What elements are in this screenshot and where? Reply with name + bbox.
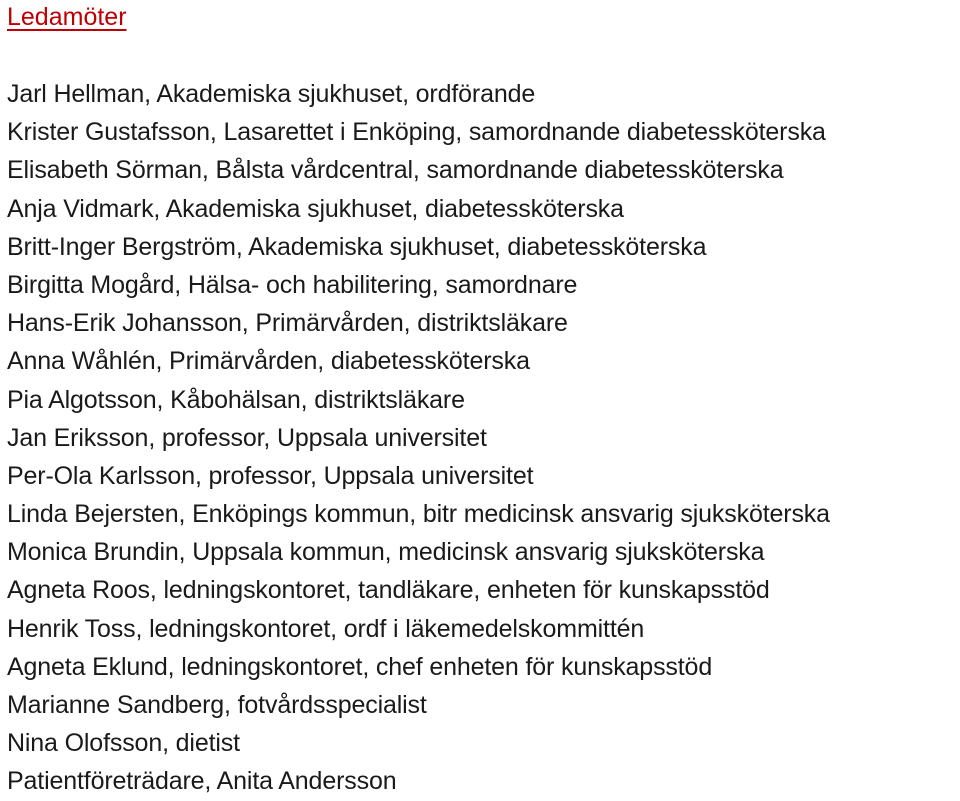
member-item: Per-Ola Karlsson, professor, Uppsala universitet bbox=[7, 461, 534, 490]
member-item: Hans-Erik Johansson, Primärvården, distriktsläkare bbox=[7, 309, 568, 338]
member-item: Henrik Toss, ledningskontoret, ordf i läkemedelskommittén bbox=[7, 614, 645, 643]
member-item: Patientföreträdare, Anita Andersson bbox=[7, 767, 397, 796]
member-item: Agneta Roos, ledningskontoret, tandläkare, enheten för kunskapsstöd bbox=[7, 576, 770, 605]
member-item: Marianne Sandberg, fotvårdsspecialist bbox=[7, 691, 427, 719]
member-item: Britt-Inger Bergström, Akademiska sjukhuset, diabetessköterska bbox=[7, 232, 707, 261]
member-item: Pia Algotsson, Kåbohälsan, distriktsläkare bbox=[7, 385, 465, 414]
page-heading: Ledamöter bbox=[7, 3, 127, 31]
member-item: Anja Vidmark, Akademiska sjukhuset, diabetessköterska bbox=[7, 194, 624, 223]
member-item: Elisabeth Sörman, Bålsta vårdcentral, samordnande diabetessköterska bbox=[7, 156, 784, 185]
member-item: Jarl Hellman, Akademiska sjukhuset, ordförande bbox=[7, 80, 536, 108]
member-item: Anna Wåhlén, Primärvården, diabetessköterska bbox=[7, 347, 530, 376]
member-item: Birgitta Mogård, Hälsa- och habilitering, samordnare bbox=[7, 270, 578, 299]
member-item: Agneta Eklund, ledningskontoret, chef enheten för kunskapsstöd bbox=[7, 652, 713, 681]
member-item: Monica Brundin, Uppsala kommun, medicinsk ansvarig sjuksköterska bbox=[7, 538, 765, 567]
member-item: Krister Gustafsson, Lasarettet i Enköping, samordnande diabetessköterska bbox=[7, 118, 826, 147]
member-item: Linda Bejersten, Enköpings kommun, bitr medicinsk ansvarig sjuksköterska bbox=[7, 500, 830, 529]
member-item: Nina Olofsson, dietist bbox=[7, 729, 240, 758]
member-list bbox=[7, 75, 830, 801]
member-item: Jan Eriksson, professor, Uppsala universitet bbox=[7, 423, 487, 452]
